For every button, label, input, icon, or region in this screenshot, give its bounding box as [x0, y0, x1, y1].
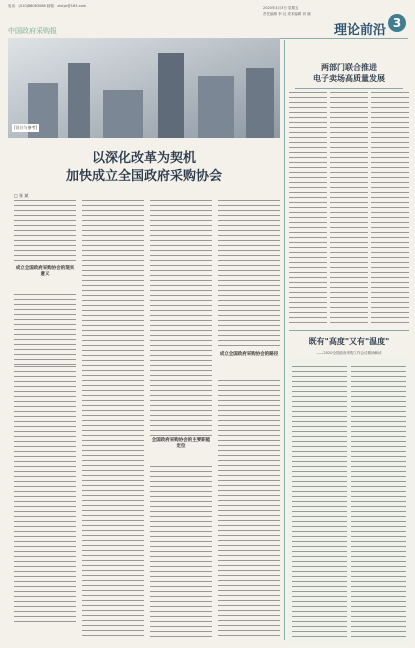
bottom-article-subtitle: ——2020全国政府采购工作会议精神解读	[316, 351, 382, 355]
date-line: 2020年4月3日 星期五	[263, 6, 299, 10]
side-column-2	[330, 92, 368, 326]
building-shape	[68, 63, 90, 138]
side-title-rule	[295, 88, 403, 89]
side-column-1	[289, 92, 327, 326]
building-shape	[246, 68, 274, 138]
editor-line: 责任编辑 李 汉 美术编辑 刘 晓	[263, 12, 311, 16]
side-title-line1: 两部门联合推进	[321, 63, 377, 72]
subhead-2: 全国政府采购协会的主要职能定位	[151, 438, 211, 449]
article-column-3	[150, 200, 212, 640]
section-rule	[289, 330, 409, 331]
building-shape	[158, 53, 184, 138]
newspaper-logo: 中国政府采购报	[8, 27, 57, 35]
text-lines	[292, 366, 347, 640]
main-title-line2: 加快成立全国政府采购协会	[65, 169, 222, 184]
bottom-column-2	[351, 366, 406, 640]
text-lines	[14, 200, 76, 264]
text-lines	[371, 92, 409, 326]
section-title: 理论前沿	[333, 23, 386, 38]
bottom-column-1	[292, 366, 347, 640]
subhead-3: 成立全国政府采购协会的路径	[219, 352, 279, 357]
bottom-article-title: 既有"高度"又有"温度"	[308, 337, 390, 346]
page-number-badge: 3	[388, 14, 406, 32]
byline: □ 张 斌	[14, 193, 29, 198]
text-lines	[14, 294, 76, 366]
side-title-line2: 电子卖场高质量发展	[313, 74, 385, 83]
main-title	[8, 150, 280, 186]
text-lines	[330, 92, 368, 326]
side-article-title	[289, 62, 409, 84]
text-lines	[150, 466, 212, 640]
article-column-4	[218, 200, 280, 640]
photo-caption: [设计与参考]	[14, 125, 38, 130]
building-shape	[198, 76, 234, 138]
column-divider	[284, 40, 285, 640]
subhead-1: 成立全国政府采购协会的现实意义	[15, 266, 75, 277]
text-lines	[218, 200, 280, 350]
hero-photo	[8, 38, 280, 138]
contact-line: 电话：(010)68083086 邮箱：zlxlyk@163.com	[8, 4, 87, 8]
building-shape	[103, 90, 143, 138]
text-lines	[289, 92, 327, 326]
text-lines	[351, 366, 406, 640]
article-column-2	[82, 200, 144, 640]
text-lines	[82, 200, 144, 640]
text-lines	[218, 380, 280, 640]
text-lines	[14, 366, 76, 626]
side-column-3	[371, 92, 409, 326]
page-header	[8, 4, 408, 39]
main-title-line1: 以深化改革为契机	[91, 151, 196, 166]
text-lines	[150, 200, 212, 436]
